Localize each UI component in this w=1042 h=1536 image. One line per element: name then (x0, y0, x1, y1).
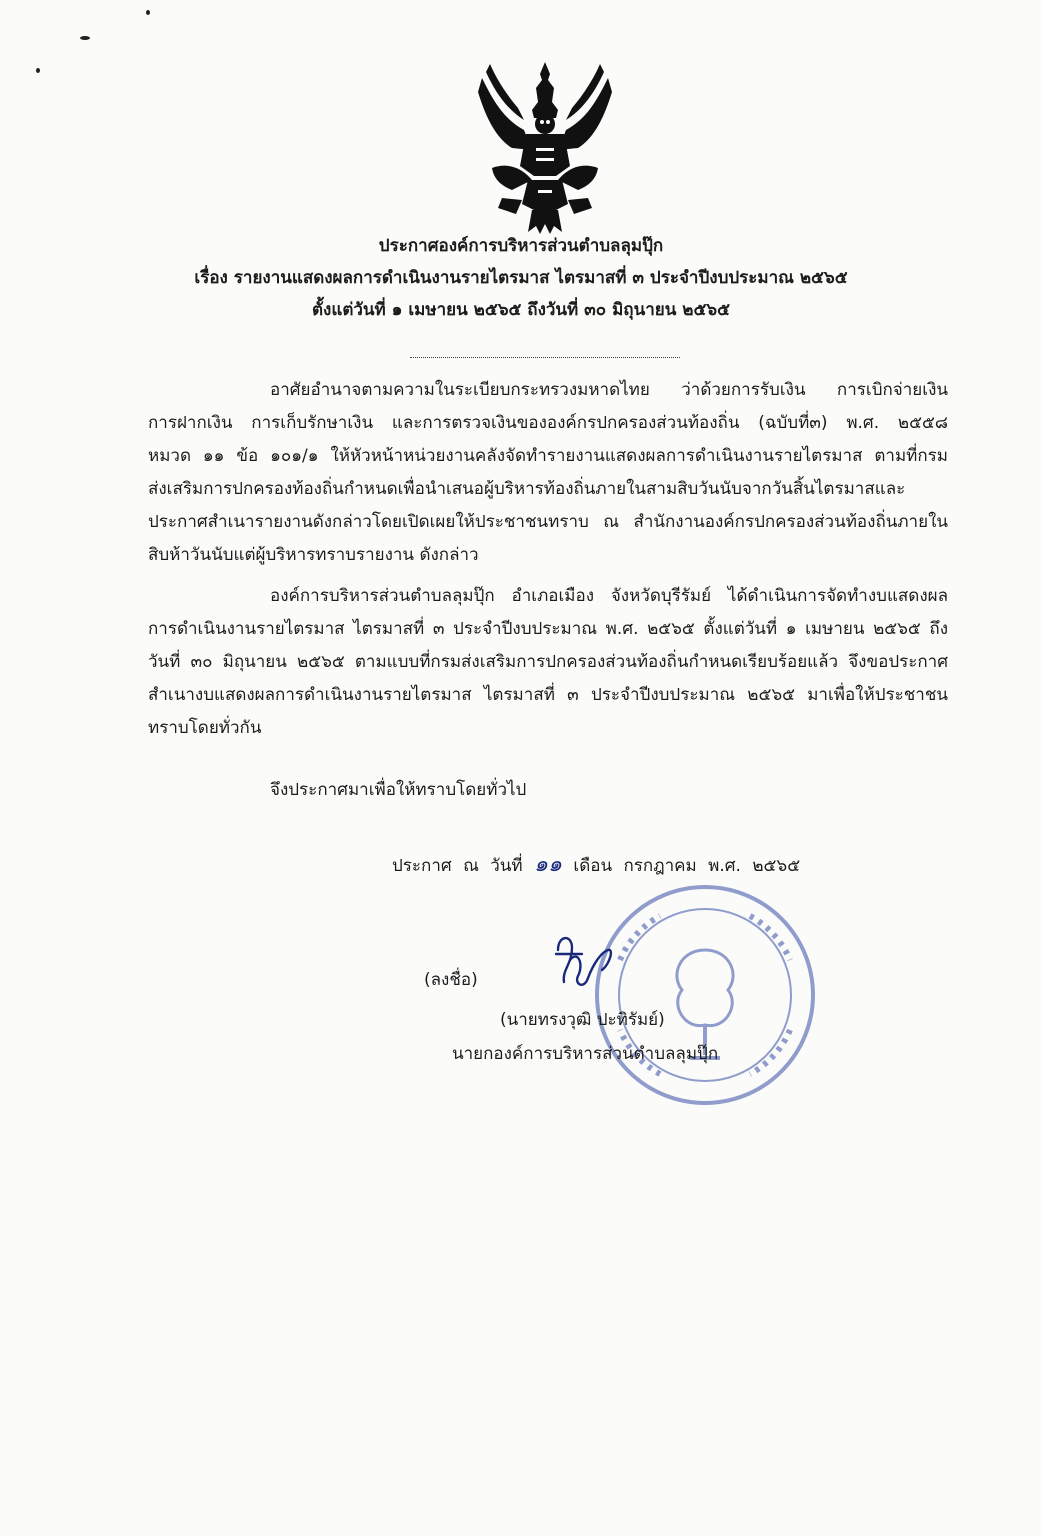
handwritten-day: ๑๑ (534, 852, 562, 877)
paragraph-line: ทราบโดยทั่วกัน (148, 718, 262, 738)
paragraph-line: องค์การบริหารส่วนตำบลลุมปุ๊ก อำเภอเมือง จังหวัดบุรีรัมย์ ได้ดำเนินการจัดทำงบแสดงผล (270, 586, 948, 606)
period-line: ตั้งแต่วันที่ ๑ เมษายน ๒๕๖๕ ถึงวันที่ ๓๐ มิถุนายน ๒๕๖๕ (312, 300, 730, 320)
signer-name: (นายทรงวุฒิ ปะทิรัมย์) (500, 1010, 665, 1030)
paragraph-line: สำเนางบแสดงผลการดำเนินงานรายไตรมาส ไตรมาสที่ ๓ ประจำปีงบประมาณ ๒๕๖๕ มาเพื่อให้ประชาชน (148, 685, 948, 705)
paragraph-line: ส่งเสริมการปกครองท้องถิ่นกำหนดเพื่อนำเสนอผู้บริหารท้องถิ่นภายในสามสิบวันนับจากวันสิ้นไตรมาสและ (148, 479, 906, 499)
paragraph-line: หมวด ๑๑ ข้อ ๑๐๑/๑ ให้หัวหน้าหน่วยงานคลังจัดทำรายงานแสดงผลการดำเนินงานรายไตรมาส ตามที่กรม (148, 446, 948, 466)
paragraph-line: สิบห้าวันนับแต่ผู้บริหารทราบรายงาน ดังกล่าว (148, 545, 479, 565)
scan-speck (80, 36, 90, 40)
sign-label: (ลงชื่อ) (424, 970, 478, 990)
closing-statement: จึงประกาศมาเพื่อให้ทราบโดยทั่วไป (270, 780, 527, 800)
scan-speck (36, 68, 40, 73)
signer-position: นายกองค์การบริหารส่วนตำบลลุมปุ๊ก (452, 1044, 719, 1064)
date-prefix: ประกาศ ณ วันที่ (392, 856, 523, 876)
paragraph-authority (148, 374, 948, 572)
paragraph-line: การฝากเงิน การเก็บรักษาเงิน และการตรวจเงินขององค์กรปกครองส่วนท้องถิ่น (ฉบับที่๓) พ.ศ. ๒๕๕๘ (148, 413, 948, 433)
subject-line: เรื่อง รายงานแสดงผลการดำเนินงานรายไตรมาส ไตรมาสที่ ๓ ประจำปีงบประมาณ ๒๕๖๕ (194, 268, 848, 288)
announcement-date (392, 846, 800, 881)
announcement-title: ประกาศองค์การบริหารส่วนตำบลลุมปุ๊ก (378, 236, 664, 256)
paragraph-line: อาศัยอำนาจตามความในระเบียบกระทรวงมหาดไทย ว่าด้วยการรับเงิน การเบิกจ่ายเงิน (270, 380, 948, 400)
paragraph-line: วันที่ ๓๐ มิถุนายน ๒๕๖๕ ตามแบบที่กรมส่งเสริมการปกครองส่วนท้องถิ่นกำหนดเรียบร้อยแล้ว จึงขอประกาศ (148, 652, 948, 672)
handwritten-signature-icon (548, 920, 638, 1010)
garuda-emblem-icon (472, 58, 618, 236)
paragraph-report (148, 580, 948, 745)
paragraph-line: ประกาศสำเนารายงานดังกล่าวโดยเปิดเผยให้ประชาชนทราบ ณ สำนักงานองค์กรปกครองส่วนท้องถิ่นภายใน (148, 512, 948, 532)
scan-speck (146, 10, 150, 15)
dotted-divider (410, 357, 680, 358)
paragraph-line: การดำเนินงานรายไตรมาส ไตรมาสที่ ๓ ประจำปีงบประมาณ พ.ศ. ๒๕๖๕ ตั้งแต่วันที่ ๑ เมษายน ๒๕๖๕ ถึง (148, 619, 948, 639)
date-suffix: เดือน กรกฎาคม พ.ศ. ๒๕๖๕ (573, 856, 801, 876)
